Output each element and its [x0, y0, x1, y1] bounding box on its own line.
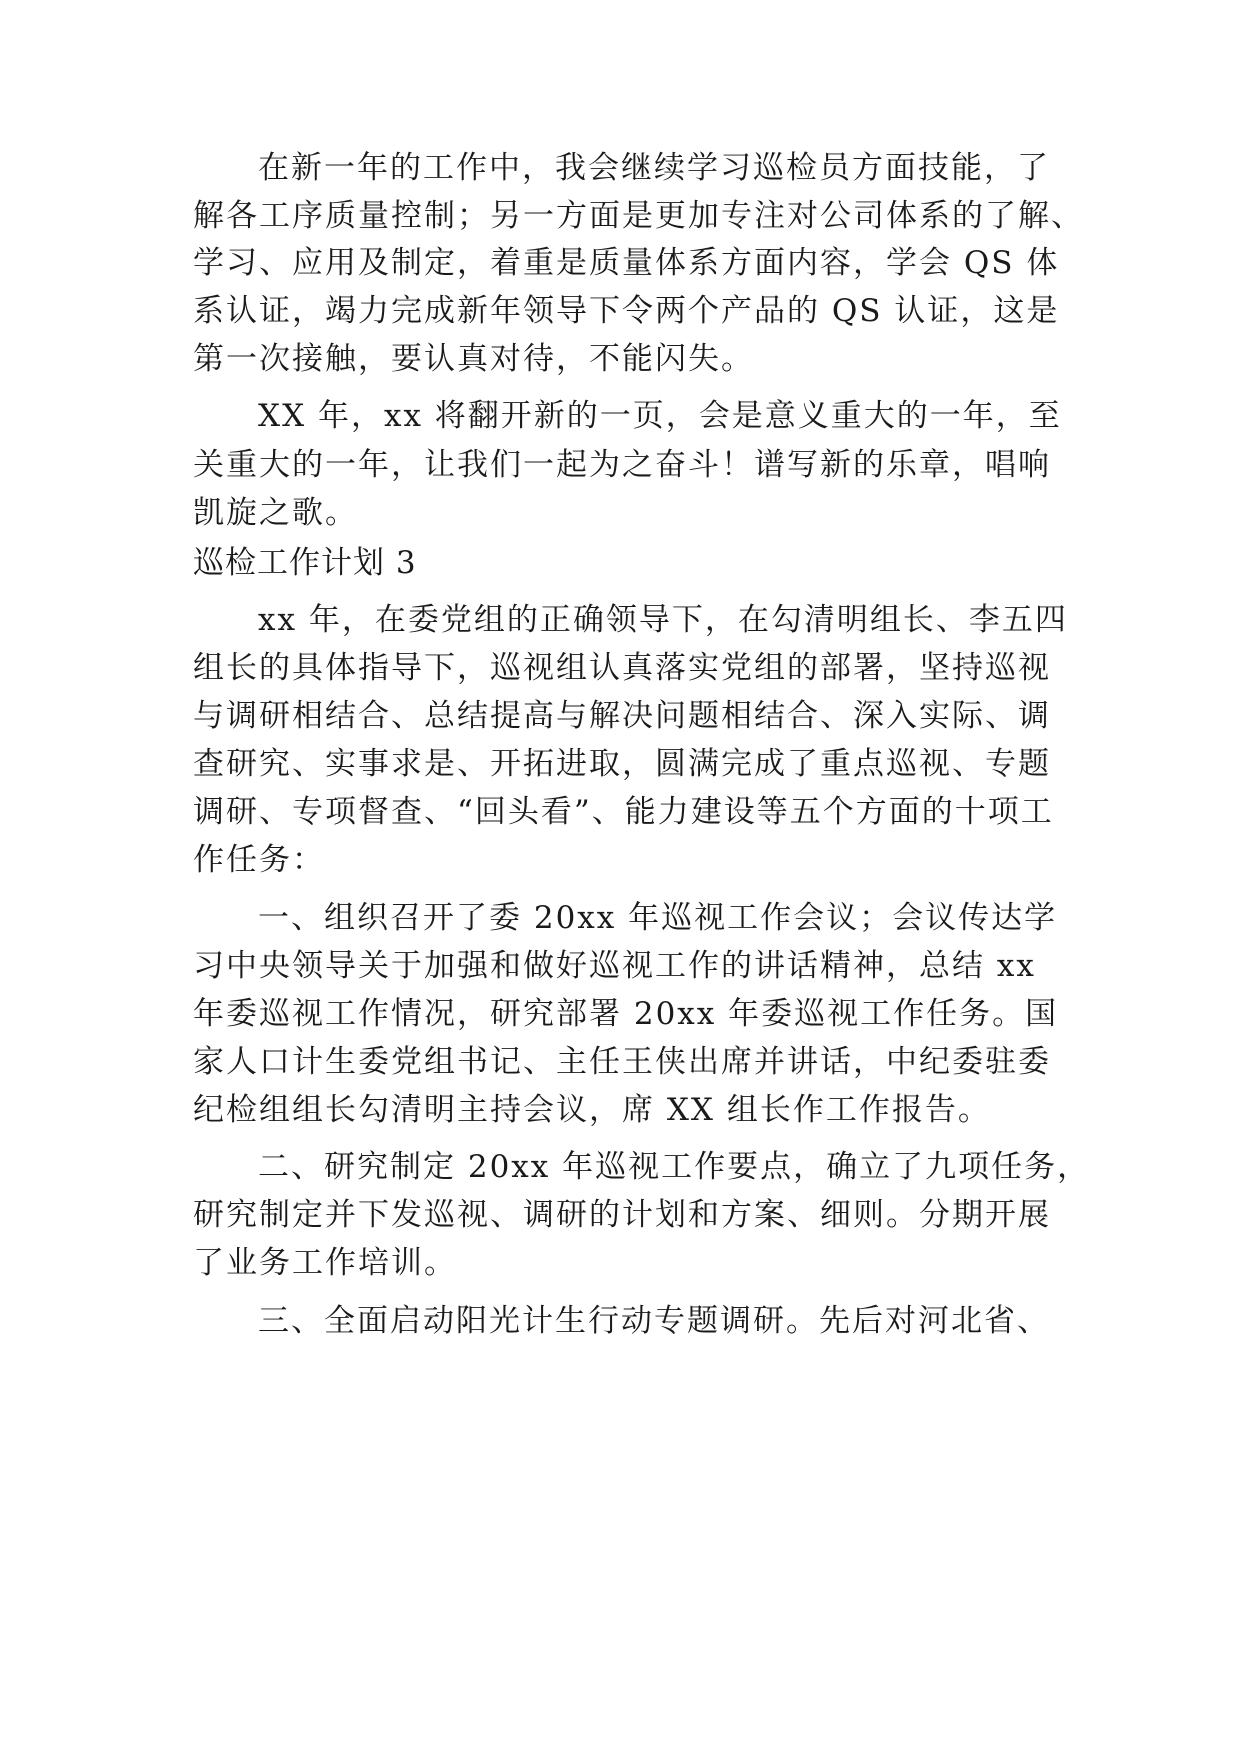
paragraph-3-line-6: 作任务：	[193, 842, 325, 878]
section-heading: 巡检工作计划 3	[193, 545, 417, 581]
paragraph-1-line-3: 学习、应用及制定，着重是质量体系方面内容，学会 QS 体	[193, 245, 1060, 281]
paragraph-4-line-2: 习中央领导关于加强和做好巡视工作的讲话精神，总结 xx	[193, 948, 1036, 984]
paragraph-2-line-2: 关重大的一年，让我们一起为之奋斗！谱写新的乐章，唱响	[193, 447, 1051, 483]
paragraph-3-line-3: 与调研相结合、总结提高与解决问题相结合、深入实际、调	[193, 698, 1051, 734]
paragraph-3-line-1: xx 年，在委党组的正确领导下，在勾清明组长、李五四	[258, 602, 1068, 638]
paragraph-2-line-1: XX 年，xx 将翻开新的一页，会是意义重大的一年，至	[258, 398, 1062, 434]
paragraph-4-line-1: 一、组织召开了委 20xx 年巡视工作会议；会议传达学	[258, 900, 1058, 936]
paragraph-4-line-3: 年委巡视工作情况，研究部署 20xx 年委巡视工作任务。国	[193, 996, 1059, 1032]
paragraph-5-line-3: 了业务工作培训。	[193, 1245, 457, 1281]
paragraph-1-line-2: 解各工序质量控制；另一方面是更加专注对公司体系的了解、	[193, 198, 1084, 234]
paragraph-2-line-3: 凯旋之歌。	[193, 495, 358, 531]
paragraph-3-line-2: 组长的具体指导下，巡视组认真落实党组的部署，坚持巡视	[193, 650, 1051, 686]
paragraph-3-line-4: 查研究、实事求是、开拓进取，圆满完成了重点巡视、专题	[193, 746, 1051, 782]
paragraph-1-line-4: 系认证，竭力完成新年领导下令两个产品的 QS 认证，这是	[193, 293, 1060, 329]
paragraph-5-line-2: 研究制定并下发巡视、调研的计划和方案、细则。分期开展	[193, 1197, 1051, 1233]
paragraph-6-line-1: 三、全面启动阳光计生行动专题调研。先后对河北省、	[258, 1303, 1050, 1339]
paragraph-1-line-5: 第一次接触，要认真对待，不能闪失。	[193, 341, 754, 377]
paragraph-4-line-5: 纪检组组长勾清明主持会议，席 XX 组长作工作报告。	[193, 1092, 991, 1128]
paragraph-4-line-4: 家人口计生委党组书记、主任王侠出席并讲话，中纪委驻委	[193, 1044, 1051, 1080]
paragraph-1-line-1: 在新一年的工作中，我会继续学习巡检员方面技能，了	[258, 150, 1050, 186]
paragraph-5-line-1: 二、研究制定 20xx 年巡视工作要点，确立了九项任务，	[258, 1149, 1091, 1185]
paragraph-3-line-5: 调研、专项督查、“回头看”、能力建设等五个方面的十项工	[193, 794, 1054, 830]
